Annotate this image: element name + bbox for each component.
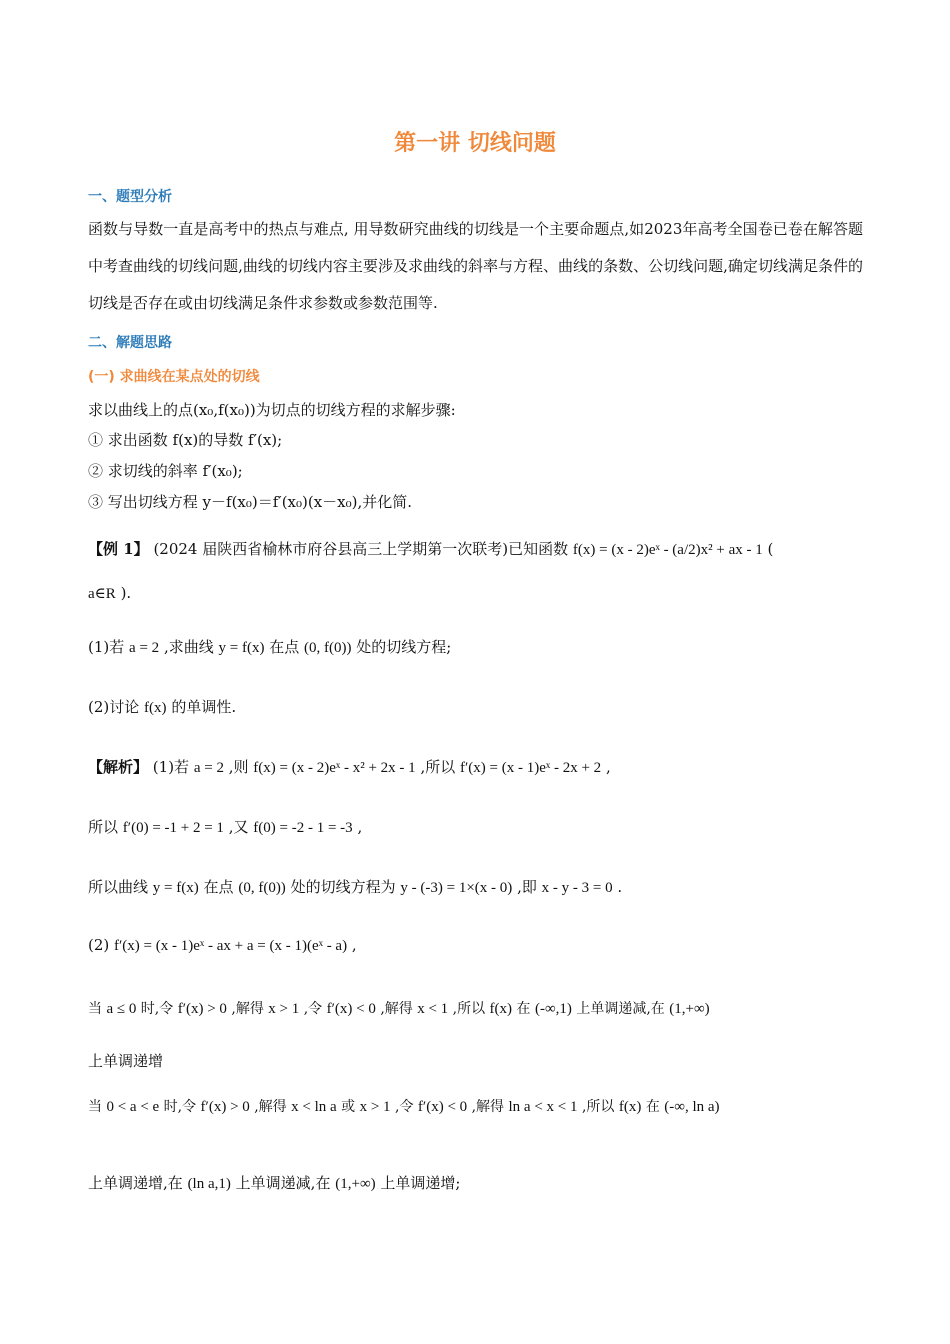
solution-line-3: 所以曲线 y = f(x) 在点 (0, f(0)) 处的切线方程为 y - (-3) = 1×(x - 0) ,即 x - y - 3 = 0 . (88, 878, 623, 896)
example-cond-open: ( (767, 540, 774, 558)
question-1: (1)若 a = 2 ,求曲线 y = f(x) 在点 (0, f(0)) 处的切线方程; (88, 638, 452, 656)
example-function: f(x) = (x - 2)eˣ - (a/2)x² + ax - 1 (572, 542, 763, 558)
example-condition-line (88, 584, 131, 603)
section-heading-analysis: 一、题型分析 (88, 189, 172, 205)
subsection-heading-tangent-at-point: (一) 求曲线在某点处的切线 (88, 369, 260, 385)
page-title: 第一讲 切线问题 (394, 131, 556, 156)
step-1: ① 求出函数 f(x)的导数 f′(x); (88, 431, 283, 449)
solution-line-1: 【解析】 (1)若 a = 2 ,则 f(x) = (x - 2)eˣ - x² + 2x - 1 ,所以 f′(x) = (x - 1)eˣ - 2x + 2 , (88, 758, 611, 776)
solution-tag: 【解析】 (88, 758, 149, 776)
example-source: (2024 届陕西省榆林市府谷县高三上学期第一次联考)已知函数 (153, 540, 569, 558)
example-cond-close: ). (120, 584, 132, 602)
step-3: ③ 写出切线方程 y－f(x₀)＝f′(x₀)(x－x₀),并化简. (88, 493, 413, 511)
solution-line-8: 上单调递增,在 (ln a,1) 上单调递减,在 (1,+∞) 上单调递增; (88, 1174, 461, 1192)
solution-line-2: 所以 f′(0) = -1 + 2 = 1 ,又 f(0) = -2 - 1 = -3 , (88, 818, 363, 836)
analysis-paragraph: 函数与导数一直是高考中的热点与难点, 用导数研究曲线的切线是一个主要命题点,如2023年高考全国卷已卷在解答题中考查曲线的切线问题,曲线的切线内容主要涉及求曲线的斜率与方程、曲线的条数、公切线问题,确定切线满足条件的切线是否存在或由切线满足条件求参数或参数范围等. (88, 220, 863, 312)
question-2: (2)讨论 f(x) 的单调性. (88, 698, 237, 716)
solution-line-4: (2) f′(x) = (x - 1)eˣ - ax + a = (x - 1)(eˣ - a) , (88, 936, 357, 954)
example-line (88, 538, 773, 559)
example-condition: a∈R (88, 586, 116, 602)
solution-line-5: 当 a ≤ 0 时,令 f′(x) > 0 ,解得 x > 1 ,令 f′(x) < 0 ,解得 x < 1 ,所以 f(x) 在 (-∞,1) 上单调递减,在 (1,+∞) (88, 1001, 710, 1017)
solution-line-7: 当 0 < a < e 时,令 f′(x) > 0 ,解得 x < ln a 或 x > 1 ,令 f′(x) < 0 ,解得 ln a < x < 1 ,所以 f(x) 在 (-∞, ln a) (88, 1099, 720, 1115)
step-2: ② 求切线的斜率 f′(x₀); (88, 462, 243, 480)
section-heading-approach: 二、解题思路 (88, 335, 172, 351)
example-tag: 【例 1】 (88, 540, 149, 558)
steps-intro: 求以曲线上的点(x₀,f(x₀))为切点的切线方程的求解步骤: (88, 401, 456, 419)
solution-line-6: 上单调递增 (88, 1052, 164, 1070)
